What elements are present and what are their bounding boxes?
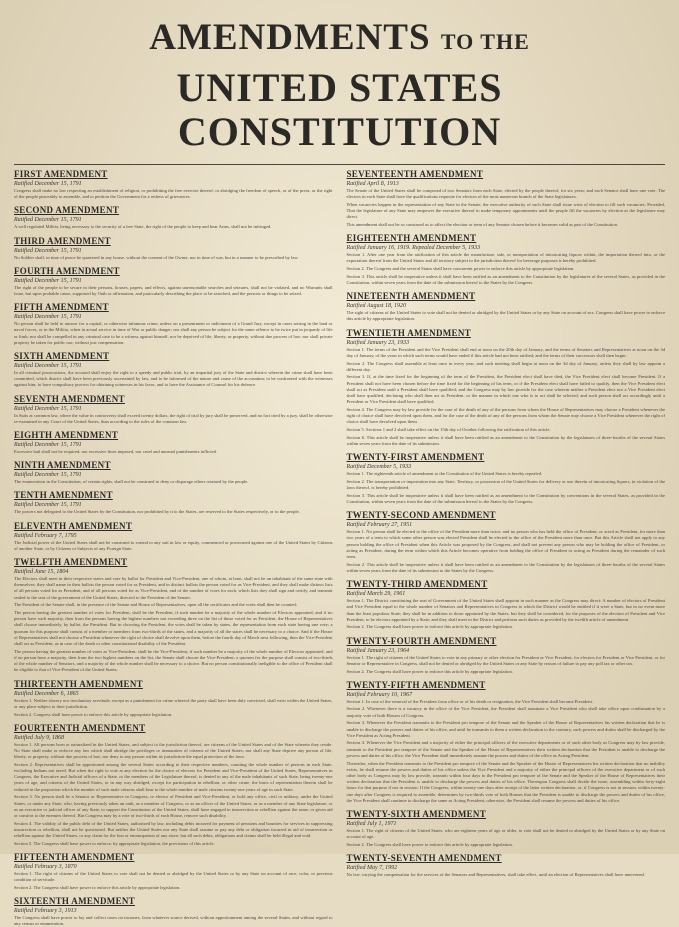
amendment-text	[14, 413, 333, 425]
amendment-heading: SIXTEENTH AMENDMENT	[14, 896, 135, 907]
amendment-paragraph: Section 2. The Congress shall have power to enforce this article by appropriate legislation.	[346, 841, 513, 847]
amendment-heading: FIFTEENTH AMENDMENT	[14, 851, 135, 862]
amendment-paragraph: Section 5. The Congress shall have power to enforce, by appropriate legislation, the provisions of this article.	[14, 840, 215, 846]
amendment-block	[14, 896, 333, 927]
amendment-block	[14, 351, 333, 389]
amendment-text	[347, 188, 666, 228]
ratified-date: Ratified December 15, 1791	[14, 314, 82, 321]
amendment-heading: THIRD AMENDMENT	[14, 235, 111, 246]
amendment-text	[14, 449, 333, 455]
ratified-date: Ratified December 15, 1791	[14, 442, 82, 449]
amendment-paragraph: Section 2. Whenever there is a vacancy in the office of the Vice President, the President shall nominate a Vice President who shall take office upon confirmation by a majority vote of both Houses of Congress.	[346, 706, 665, 718]
amendment-text	[14, 742, 333, 847]
ratified-date: Ratified February 3, 1870	[14, 863, 77, 870]
amendment-block	[14, 521, 333, 552]
amendment-text	[14, 698, 333, 718]
amendment-block	[347, 233, 666, 286]
page-title-line2: UNITED STATES CONSTITUTION	[176, 65, 503, 154]
amendment-text	[14, 576, 333, 674]
ratified-date: Ratified December 15, 1791	[14, 363, 82, 370]
amendment-paragraph: Section 1. No person shall be elected to the office of the President more than twice, and no person who has held the office of President, or acted as President, for more than two years of a term to which some other person was elected President shall be elected to the office of the President more than once. But this Article shall not apply to any person holding the office of President when this Article was proposed by the Congress, and shall not prevent any person who may be holding the office of President, or acting as President, during the term within which this Article becomes operative from holding the office of President or acting as President during the remainder of such term.	[346, 529, 665, 560]
amendment-paragraph: Section 2. Representatives shall be apportioned among the several States according to their respective numbers, counting the whole number of persons in each State, excluding Indians not taxed. But when the right to vote at any election for the choice of electors for President and Vice-President of the United States, Representatives in Congress, the Executive and Judicial officers of a State, or the members of the Legislature thereof, is denied to any of the male inhabitants of such State, being twenty-one years of age, and citizens of the United States, or in any way abridged, except for participation in rebellion, or other crime, the basis of representation therein shall be reduced in the proportion which the number of such male citizens shall bear to the whole number of male citizens twenty-one years of age in such State.	[14, 761, 333, 792]
amendment-paragraph: Section 4. Whenever the Vice President and a majority of either the principal officers of the executive departments or of such other body as Congress may by law provide, transmit to the President pro tempore of the Senate and the Speaker of the House of Representatives their written declaration that the President is unable to discharge the powers and duties of his office, the Vice President shall immediately assume the powers and duties of the office as Acting President.	[346, 740, 665, 758]
amendment-paragraph: Section 1. After one year from the ratification of this article the manufacture, sale, or transportation of intoxicating liquors within, the importation thereof into, or the exportation thereof from the United States and all territory subject to the jurisdiction thereof for beverage purposes is hereby prohibited.	[346, 252, 665, 264]
amendment-heading: SEVENTEENTH AMENDMENT	[346, 169, 484, 179]
amendment-text	[14, 509, 333, 515]
ratified-date: Ratified December 6, 1865	[14, 690, 79, 697]
amendment-heading: TWENTY-THIRD AMENDMENT	[346, 579, 488, 590]
amendment-paragraph: Section 1. The right of citizens of the United States to vote shall not be denied or abridged by the United States or by any State on account of race, color, or previous condition of servitude.	[14, 870, 333, 883]
amendment-paragraph: The person having the greatest number of votes as Vice-President, shall be the Vice-President, if such number be a majority of the whole number of Electors appointed, and if no person have a majority, then from the two highest numbers on the list, the Senate shall choose the Vice-President; a quorum for the purpose shall consist of two-thirds of the whole number of Senators, and a majority of the whole number shall be necessary to a choice. But no person constitutionally ineligible to the office of President shall be eligible to that of Vice-President of the United States.	[14, 648, 333, 673]
amendment-text	[14, 321, 333, 346]
amendment-heading: TWENTY-FOURTH AMENDMENT	[346, 635, 497, 646]
ratified-date: Ratified August 18, 1920	[346, 303, 407, 310]
ratified-date: Ratified December 15, 1791	[14, 472, 82, 479]
amendment-paragraph: No law, varying the compensation for the services of the Senators and Representatives, shall take effect, until an election of Representatives shall have intervened.	[346, 872, 645, 878]
amendment-paragraph: Section 1. The terms of the President and the Vice President shall end at noon on the 20th day of January, and the terms of Senators and Representatives at noon on the 3d day of January, of the years in which such terms would have ended if this article had not been ratified; and the terms of their successors shall then begin.	[346, 346, 665, 358]
amendment-block	[347, 328, 666, 448]
ratified-date: Ratified February 3, 1913	[14, 908, 77, 915]
amendment-text	[14, 188, 333, 200]
amendment-paragraph: Section 5. Sections 1 and 2 shall take effect on the 15th day of October following the ratification of this article.	[346, 427, 551, 433]
ratified-date: Ratified July 1, 1971	[346, 821, 397, 827]
amendment-block	[347, 680, 666, 804]
amendment-block	[14, 557, 333, 674]
amendment-heading: FIFTH AMENDMENT	[14, 302, 109, 313]
amendment-text	[347, 872, 666, 878]
amendment-text	[347, 655, 666, 675]
amendment-paragraph: Section 1. The District constituting the seat of Government of the United States shall appoint in such manner as the Congress may direct: A number of electors of President and Vice President equal to the whole number of Senators and Representatives in Congress to which the District would be entitled if it were a State, but in no event more than the least populous State; they shall be in addition to those appointed by the States, but they shall be considered, for the purposes of the election of President and Vice President, to be electors appointed by a State; and they shall meet in the District and perform such duties as provided by the twelfth article of amendment.	[346, 598, 665, 622]
amendment-paragraph: Excessive bail shall not be required, nor excessive fines imposed, nor cruel and unusual punishments inflicted.	[14, 449, 218, 455]
amendment-text	[14, 224, 333, 230]
amendment-paragraph: The enumeration in the Constitution, of certain rights, shall not be construed to deny or disparage others retained by the people.	[14, 479, 249, 485]
amendment-text	[14, 255, 333, 261]
amendment-paragraph: Section 3. If, at the time fixed for the beginning of the term of the President, the President elect shall have died, the Vice President elect shall become President. If a President shall not have been chosen before the time fixed for the beginning of his term, or if the President elect shall have failed to qualify, then the Vice President elect shall act as President until a President shall have qualified; and the Congress may by law provide for the case wherein neither a President elect nor a Vice President elect shall have qualified, declaring who shall then act as President, or the manner in which one who is to act shall be selected, and such person shall act accordingly until a President or Vice President shall have qualified.	[346, 374, 665, 405]
amendment-text	[14, 479, 333, 485]
amendment-block	[347, 169, 666, 228]
document-header	[14, 18, 665, 154]
left-column	[14, 169, 333, 927]
amendment-paragraph: The Electors shall meet in their respective states and vote by ballot for President and Vice-President, one of whom, at least, shall not be an inhabitant of the same state with themselves; they shall name in their ballots the person voted for as President, and in distinct ballots the person voted for as Vice-President, and they shall make distinct lists of all persons voted for as President, and of all persons voted for as Vice-President, and of the number of votes for each, which lists they shall sign and certify, and transmit sealed to the seat of the government of the United States, directed to the President of the Senate;	[14, 576, 333, 600]
amendment-block	[14, 490, 333, 515]
amendment-heading: ELEVENTH AMENDMENT	[14, 520, 133, 531]
ratified-date: Ratified February 27, 1951	[346, 522, 413, 529]
ratified-date: Ratified January 16, 1919. Repealed December 5, 1933	[346, 245, 481, 252]
amendment-paragraph: No person shall be held to answer for a capital, or otherwise infamous crime, unless on a presentment or indictment of a Grand Jury, except in cases arising in the land or naval forces, or in the Militia, when in actual service in time of War or public danger; nor shall any person be subject for the same offence to be twice put in jeopardy of life or limb; nor shall be compelled in any criminal case to be a witness against himself, nor be deprived of life, liberty, or property, without due process of law; nor shall private property be taken for public use, without just compensation.	[14, 321, 333, 345]
ratified-date: Ratified December 15, 1791	[14, 502, 82, 509]
amendment-text	[347, 529, 666, 574]
amendment-paragraph: Section 2. The Congress shall have power to enforce this article by appropriate legislation.	[346, 668, 513, 674]
page-title-line1	[14, 18, 665, 62]
right-column	[347, 169, 666, 884]
ratified-date: Ratified February 10, 1967	[346, 691, 413, 698]
amendment-paragraph: Section 3. This article shall be inoperative unless it shall have been ratified as an amendment to the Constitution by the legislatures of the several States, as provided in the Constitution, within seven years from the date of the submission hereof to the States by the Congress.	[346, 273, 665, 286]
ratified-date: Ratified April 8, 1913	[346, 181, 399, 187]
amendment-block	[14, 430, 333, 455]
amendment-block	[14, 679, 333, 718]
amendment-heading: TWENTY-SIXTH AMENDMENT	[346, 809, 487, 819]
amendment-paragraph: When vacancies happen in the representation of any State in the Senate, the executive authority of such State shall issue writs of election to fill such vacancies: Provided, That the legislature of any State may empower the executive thereof to make temporary appointments until the people fill the vacancies by election as the legislature may direct.	[346, 201, 665, 220]
amendment-paragraph: In all criminal prosecutions, the accused shall enjoy the right to a speedy and public trial, by an impartial jury of the State and district wherein the crime shall have been committed, which district shall have been previously ascertained by law, and to be informed of the nature and cause of the accusation; to be confronted with the witnesses against him; to have compulsory process for obtaining witnesses in his favor, and to have the Assistance of Counsel for his defence.	[14, 370, 333, 388]
ratified-date: Ratified December 5, 1933	[346, 464, 412, 471]
amendment-block	[14, 723, 333, 847]
amendment-heading: TWENTIETH AMENDMENT	[346, 327, 471, 338]
amendment-paragraph: Section 2. Congress shall have power to enforce this article by appropriate legislation.	[14, 711, 173, 717]
amendment-block	[347, 809, 666, 848]
amendments-columns	[14, 169, 665, 927]
amendment-heading: SEVENTH AMENDMENT	[14, 393, 125, 404]
amendment-block	[14, 302, 333, 346]
ratified-date: Ratified February 7, 1795	[14, 532, 77, 539]
amendment-text	[347, 471, 666, 505]
amendment-text	[347, 347, 666, 448]
amendment-block	[14, 266, 333, 297]
amendment-paragraph: The person having the greatest number of votes for President, shall be the President, if such number be a majority of the whole number of Electors appointed; and if no person have such majority, then from the persons having the highest numbers not exceeding three on the list of those voted for as President, the House of Representatives shall choose immediately, by ballot, the President. But in choosing the President, the votes shall be taken by states, the representation from each state having one vote; a quorum for this purpose shall consist of a member or members from two-thirds of the states, and a majority of all the states shall be necessary to a choice. And if the House of Representatives shall not choose a President whenever the right of choice shall devolve upon them, before the fourth day of March next following, then the Vice-President shall act as President, as in case of the death or other constitutional disability of the President.	[14, 610, 333, 647]
amendment-paragraph: Congress shall make no law respecting an establishment of religion, or prohibiting the free exercise thereof; or abridging the freedom of speech, or of the press; or the right of the people peaceably to assemble, and to petition the Government for a redress of grievances.	[14, 188, 333, 200]
amendment-heading: TWENTY-FIFTH AMENDMENT	[346, 679, 486, 690]
amendment-block	[347, 452, 666, 505]
amendment-paragraph: Section 6. This article shall be inoperative unless it shall have been ratified as an amendment to the Constitution by the legislatures of three-fourths of the several States within seven years from the date of its submission.	[346, 434, 665, 446]
amendment-paragraph: Section 3. This article shall be inoperative unless it shall have been ratified as an amendment to the Constitution by conventions in the several States, as provided in the Constitution, within seven years from the date of the submission hereof to the States by the Congress.	[346, 492, 665, 504]
amendment-paragraph: Section 2. The Congress shall have power to enforce this article by appropriate legislation.	[346, 624, 513, 630]
amendment-heading: FOURTEENTH AMENDMENT	[14, 722, 146, 733]
amendment-block	[347, 579, 666, 631]
amendment-paragraph: Thereafter, when the President transmits to the President pro tempore of the Senate and the Speaker of the House of Representatives his written declaration that no inability exists, he shall resume the powers and duties of his office unless the Vice President and a majority of either the principal officers of the executive department or of such other body as Congress may by law provide, transmit within four days to the President pro tempore of the Senate and the Speaker of the House of Representatives their written declaration that the President is unable to discharge the powers and duties of his office. Thereupon Congress shall decide the issue, assembling within forty-eight hours for that purpose if not in session. If the Congress, within twenty-one days after receipt of the latter written declaration, or, if Congress is not in session, within twenty-one days after Congress is required to assemble, determines by two-thirds vote of both Houses that the President is unable to discharge the powers and duties of his office, the Vice President shall continue to discharge the same as Acting President; otherwise, the President shall resume the powers and duties of his office.	[346, 760, 665, 803]
ratified-date: Ratified December 15, 1791	[14, 247, 82, 254]
amendment-paragraph: Section 1. In case of the removal of the President from office or of his death or resignation, the Vice President shall become President.	[346, 698, 594, 704]
amendment-block	[14, 460, 333, 485]
amendment-text	[347, 310, 666, 322]
amendment-heading: TWENTY-SEVENTH AMENDMENT	[346, 853, 502, 864]
amendment-block	[14, 236, 333, 261]
amendment-block	[347, 291, 666, 322]
amendment-paragraph: Section 3. No person shall be a Senator or Representative in Congress, or elector of President and Vice-President, or hold any office, civil or military, under the United States, or under any State, who, having previously taken an oath, as a member of Congress, or as an officer of the United States, or as a member of any State legislature, or as an executive or judicial officer of any State, to support the Constitution of the United States, shall have engaged in insurrection or rebellion against the same, or given aid or comfort to the enemies thereof. But Congress may by a vote of two-thirds of each House, remove such disability.	[14, 794, 333, 818]
ratified-date: Ratified December 15, 1791	[14, 181, 82, 187]
amendment-heading: SIXTH AMENDMENT	[14, 351, 110, 362]
amendment-paragraph: Section 4. The validity of the public debt of the United States, authorized by law, including debts incurred for payment of pensions and bounties for services in suppressing insurrection or rebellion, shall not be questioned. But neither the United States nor any State shall assume or pay any debt or obligation incurred in aid of insurrection or rebellion against the United States, or any claim for the loss or emancipation of any slave; but all such debts, obligations and claims shall be held illegal and void.	[14, 820, 333, 839]
amendment-block	[347, 853, 666, 878]
ratified-date: Ratified May 7, 1992	[346, 865, 398, 872]
amendment-heading: TENTH AMENDMENT	[14, 490, 113, 501]
amendment-heading: NINETEENTH AMENDMENT	[346, 291, 476, 302]
ratified-date: Ratified December 15, 1791	[14, 217, 82, 224]
amendment-paragraph: The Congress shall have power to lay and collect taxes on incomes, from whatever source derived, without apportionment among the several States, and without regard to any census or enumeration.	[14, 915, 333, 927]
amendment-paragraph: A well regulated Militia, being necessary to the security of a free State, the right of the people to keep and bear Arms, shall not be infringed.	[14, 224, 272, 230]
amendment-heading: EIGHTH AMENDMENT	[14, 430, 119, 441]
amendment-paragraph: The powers not delegated to the United States by the Constitution, nor prohibited by it to the States, are reserved to the States respectively, or to the people.	[14, 509, 300, 515]
amendment-block	[14, 394, 333, 425]
amendment-text	[14, 540, 333, 552]
amendment-paragraph: No Soldier shall, in time of peace be quartered in any house, without the consent of the Owner, nor in time of war, but in a manner to be prescribed by law.	[14, 254, 299, 260]
ratified-date: Ratified June 15, 1804	[14, 569, 69, 576]
amendment-paragraph: This amendment shall not be so construed as to affect the election or term of any Senator chosen before it becomes valid as part of the Constitution.	[346, 222, 619, 228]
amendment-heading: FOURTH AMENDMENT	[14, 265, 120, 276]
amendment-heading: FIRST AMENDMENT	[14, 169, 108, 179]
amendment-block	[14, 169, 333, 200]
amendment-heading: THIRTEENTH AMENDMENT	[14, 678, 143, 689]
amendment-paragraph: Section 4. The Congress may by law provide for the case of the death of any of the persons from whom the House of Representatives may choose a President whenever the right of choice shall have devolved upon them, and for the case of the death of any of the persons from whom the Senate may choose a Vice President whenever the right of choice shall have devolved upon them.	[346, 406, 665, 425]
amendment-paragraph: Section 2. The Congress shall assemble at least once in every year, and such meeting shall begin at noon on the 3d day of January, unless they shall by law appoint a different day.	[346, 360, 665, 372]
amendment-text	[14, 370, 333, 389]
title-connector: TO THE	[440, 29, 530, 54]
amendment-block	[347, 636, 666, 675]
amendment-heading: SECOND AMENDMENT	[14, 205, 120, 216]
amendment-block	[14, 205, 333, 230]
amendment-block	[14, 852, 333, 891]
ratified-date: Ratified December 15, 1791	[14, 405, 82, 412]
amendment-text	[14, 285, 333, 297]
title-main: AMENDMENTS	[149, 17, 431, 58]
amendment-paragraph: Section 2. The transportation or importation into any State, Territory, or possession of the United States for delivery or use therein of intoxicating liquors, in violation of the laws thereof, is hereby prohibited.	[346, 478, 665, 491]
amendment-heading: TWENTY-FIRST AMENDMENT	[346, 452, 485, 463]
amendment-paragraph: Section 1. The right of citizens of the United States to vote in any primary or other election for President or Vice President, for electors for President or Vice President, or for Senator or Representative in Congress, shall not be denied or abridged by the United States or any State by reason of failure to pay any poll tax or other tax.	[346, 654, 665, 666]
amendment-paragraph: The right of the people to be secure in their persons, houses, papers, and effects, against unreasonable searches and seizures, shall not be violated, and no Warrants shall issue, but upon probable cause, supported by Oath or affirmation, and particularly describing the place to be searched, and the persons or things to be seized.	[14, 284, 333, 297]
amendment-heading: NINTH AMENDMENT	[14, 460, 111, 471]
amendment-text	[347, 252, 666, 286]
amendment-text	[347, 598, 666, 631]
amendment-block	[347, 510, 666, 574]
amendment-text	[14, 915, 333, 927]
amendment-paragraph: The right of citizens of the United States to vote shall not be denied or abridged by the United States or by any State on account of sex. Congress shall have power to enforce this article by appropriate legislation.	[346, 310, 665, 322]
amendment-paragraph: The President of the Senate shall, in the presence of the Senate and House of Representatives, open all the certificates and the votes shall then be counted;	[14, 602, 297, 608]
ratified-date: Ratified March 29, 1961	[346, 591, 406, 598]
amendment-heading: TWENTY-SECOND AMENDMENT	[346, 510, 496, 521]
amendment-paragraph: Section 1. All persons born or naturalized in the United States, and subject to the jurisdiction thereof, are citizens of the United States and of the State wherein they reside. No State shall make or enforce any law which shall abridge the privileges or immunities of citizens of the United States; nor shall any State deprive any person of life, liberty, or property, without due process of law; nor deny to any person within its jurisdiction the equal protection of the laws.	[14, 741, 333, 760]
amendment-paragraph: Section 1. The eighteenth article of amendment to the Constitution of the United States is hereby repealed.	[346, 471, 543, 477]
amendment-paragraph: The Judicial power of the United States shall not be construed to extend to any suit in law or equity, commenced or prosecuted against one of the United States by Citizens of another State, or by Citizens or Subjects of any Foreign State.	[14, 539, 333, 551]
amendment-text	[347, 699, 666, 804]
amendment-paragraph: The Senate of the United States shall be composed of two Senators from each State, elected by the people thereof, for six years; and each Senator shall have one vote. The electors in each State shall have the qualifications requisite for electors of the most numerous branch of the State legislatures.	[346, 188, 665, 200]
amendment-paragraph: Section 1. Neither slavery nor involuntary servitude, except as a punishment for crime whereof the party shall have been duly convicted, shall exist within the United States, or any place subject to their jurisdiction.	[14, 697, 333, 709]
amendment-paragraph: Section 2. The Congress and the several States shall have concurrent power to enforce this article by appropriate legislation.	[346, 266, 575, 272]
ratified-date: Ratified July 9, 1868	[14, 734, 64, 741]
title-divider	[14, 164, 665, 165]
amendment-paragraph: Section 1. The right of citizens of the United States, who are eighteen years of age or older, to vote shall not be denied or abridged by the United States or by any State on account of age.	[346, 828, 665, 840]
amendment-text	[347, 828, 666, 848]
amendment-text	[14, 871, 333, 891]
ratified-date: Ratified December 15, 1791	[14, 277, 82, 284]
ratified-date: Ratified January 23, 1933	[346, 339, 410, 346]
amendment-paragraph: Section 2. The Congress shall have power to enforce this article by appropriate legislation.	[14, 884, 181, 890]
ratified-date: Ratified January 23, 1964	[346, 647, 410, 654]
amendment-heading: EIGHTEENTH AMENDMENT	[346, 233, 477, 244]
amendment-paragraph: Section 3. Whenever the President transmits to the President pro tempore of the Senate and the Speaker of the House of Representatives his written declaration that he is unable to discharge the powers and duties of his office, and until he transmits to them a written declaration to the contrary, such powers and duties shall be discharged by the Vice President as Acting President.	[346, 720, 665, 738]
amendment-paragraph: In Suits at common law, where the value in controversy shall exceed twenty dollars, the right of trial by jury shall be preserved, and no fact tried by a jury, shall be otherwise re-examined in any Court of the United States, than according to the rules of the common law.	[14, 412, 333, 424]
amendment-paragraph: Section 2. This article shall be inoperative unless it shall have been ratified as an amendment to the Constitution by the legislatures of three-fourths of the several States within seven years from the date of its submission to the States by the Congress.	[346, 561, 665, 573]
amendment-heading: TWELFTH AMENDMENT	[14, 557, 128, 568]
